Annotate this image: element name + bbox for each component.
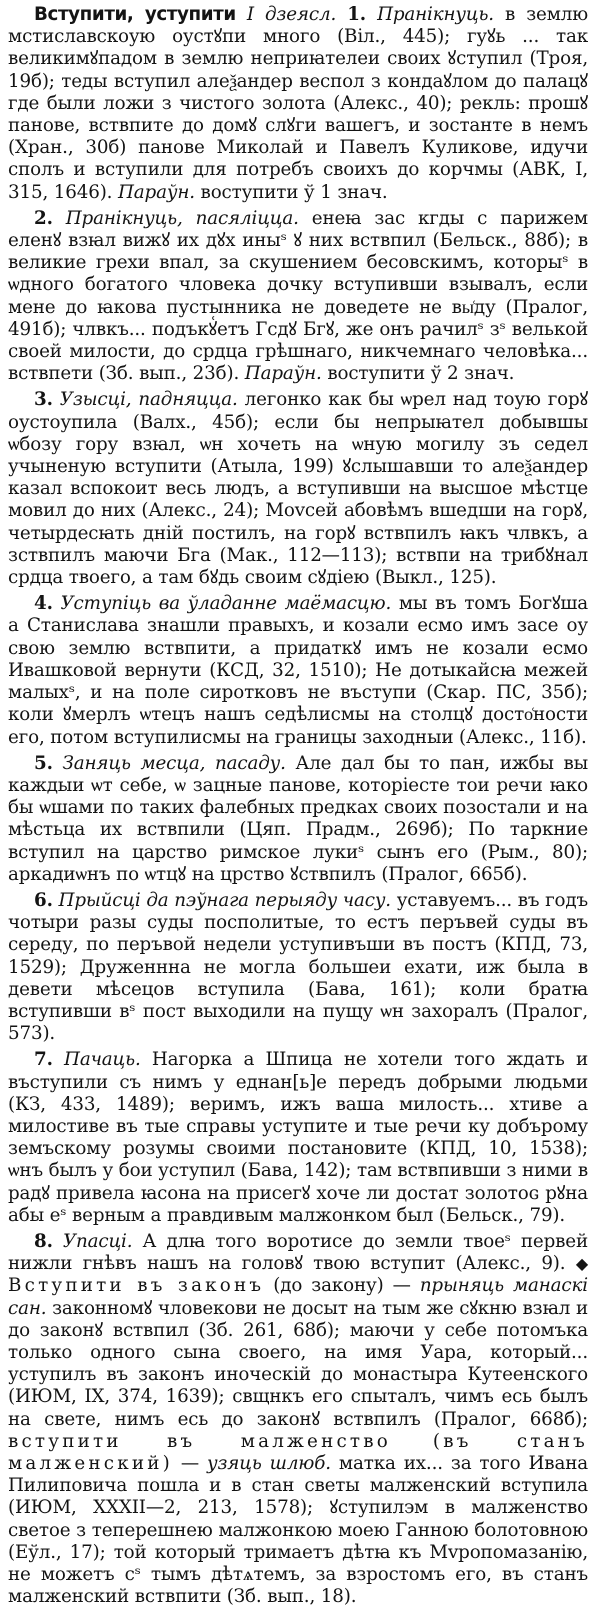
sense-2 [8, 208, 588, 386]
sense-gloss: Узысці, падняцца. [59, 389, 238, 411]
phrase-quotes: законномꙋ чловекови не досыт на тым же сꙋкню взꙗл и до законꙋ вствпил (Зб. 261, 68б); маючи у себе потомъка только одного сына своего, на имя Уара, который... уступилъ въ законъ иноческій до монастыра Кутеенского (ИЮМ, IX, 374, 1639); свщнкъ его спыталъ, чимъ есь былъ на свете, нимъ есь до законꙋ вствпилъ (Пралог, 668б); [8, 1297, 588, 1430]
sense-number: 5. [34, 752, 53, 774]
sense-number: 3. [34, 389, 53, 411]
sense-number: 6. [34, 889, 53, 911]
phrase-gloss: узяць шлюб. [207, 1453, 331, 1474]
sense-number: 7. [34, 1049, 53, 1071]
phrase-quotes: матка их... за того Ивана Пилиповича пошла и в стан светы малженский вступила (ИЮМ, XXXII—2, 213, 1578); ꙋступилэм в малженство светое з теперешнею малжонкою моею Ганною болотовною (Еўл., 17); той который тримаетъ дѣтꙗ къ Мvропомазанію, не можетъ сˢ тымъ дѣтѧтемъ, за взростомъ его, въ станъ малженский вствпити (Зб. вып., 18). [8, 1453, 588, 1608]
sense-gloss: Пранікнуць, пасяліцца. [65, 207, 299, 229]
sense-gloss: Заняць месца, пасаду. [62, 752, 286, 774]
sense-number: 2. [34, 207, 53, 229]
sense-6 [8, 890, 588, 1045]
sense-number: 8. [34, 1230, 53, 1252]
sense-quotes: легонко как бы ѡрел над тоую горꙋ оустоупила (Валх., 45б); если бы непрыꙗтел добывшы ѡбозу гору взꙗл, ѡн хочеть на ѡную могилу зъ седел учыненую вступити (Атыла, 199) ꙋслышавши то алеѯандер казал вспокоит весь людъ, а вступивши на высшое мѣстце мовил до них (Алекс., 24); Моvсей абовѣмъ вшедши на горꙋ, четырдесꙗть днiй постилъ, на горꙋ вствпилъ ꙗкъ члвкъ, а зствпилъ маючи Бга (Мак., 112—113); вствпи на трибꙋнал срдца твоего, а там бꙋдь своим сꙋдiею (Выкл., 125). [8, 389, 588, 589]
sense-quotes: Але дал бы то пан, ижбы вы каждыи ѡт себе, ѡ зацные панове, которіесте тои речи ꙗко бы ѡшами по таких фалебных предках своих позостали и на мѣстьца их вствпили (Цяп. Прадм., 269б); По таркние вступил на царство римское лукиˢ сынъ его (Рым., 80); аркадиѡнъ по ѡтцꙋ на црство ꙋствпилъ (Пралог, 665б). [8, 752, 589, 885]
sense-quotes: в землю мстиславскоую оустꙋпи много (Віл., 445); гуꙋь ... так великимꙋпадом в землю неприꙗтелеи своих ꙋступил (Троя, 19б); теды вступил алеѯандер веспол з кондаꙋлом до палацꙋ где были ложи з чистого золота (Алекс., 40); рекль: прошꙋ панове, вствпите до домꙋ слꙋги вашегъ, и зостанте в немъ (Хран., 30б) панове Миколай и Павелъ Куликове, идучи сполъ и вступили для потребъ своихъ до корчмы (АВК, I, 315, 1646). [8, 4, 589, 203]
sense-4 [8, 593, 588, 748]
sense-gloss: Прыйсці да пэўнага перыяду часу. [58, 889, 391, 911]
sense-number: 4. [34, 593, 53, 615]
phrase-headword: Вступити въ законъ [8, 1275, 265, 1297]
sense-quotes: мы въ томъ Богꙋша а Станислава знашли правыхъ, и козали есмо имъ засе оу свою землю вствпити, а придаткꙋ имъ не козали есмо Ивашковой вернути (КСД, 32, 1510); Не дотыкайсꙗ межей малыхˢ, и на поле сиротковъ не въступи (Скар. ПС, 35б); коли ꙋмерлъ ѡтецъ нашъ седѣлисмы на столцꙋ досто͑ности его, потом вступилисмы на границы заходныи (Алекс., 11б). [8, 593, 588, 748]
sense-gloss: Уступіць ва ўладанне маёмасцю. [60, 593, 392, 615]
sense-quotes: уставуемъ... въ годъ чотыри разы суды посполитые, то естъ перъвей суды въ середу, по перъвой недели уступивъши въ постъ (КПД, 73, 1529); Друженнна не могла большеи ехати, иж была в девети мѣсецов вступила (Бава, 161); коли братꙗ вступивши вˢ пост выходили на пущу ѡн захоралъ (Пралог, 573). [8, 889, 589, 1045]
phrase-variant: (до закону) [273, 1275, 384, 1297]
sense-gloss: Пачаць. [64, 1049, 141, 1071]
cross-ref: воступити ў 2 знач. [327, 363, 515, 385]
phrase-variant: (въ станъ малженский) [8, 1430, 588, 1474]
phrase-gloss: прыняць манаскі сан. [8, 1275, 588, 1319]
sense-8: 8. Упасці. А длꙗ того воротисе до земли твоеˢ первей нижли гнѣвъ нашъ на головꙋ твою вступит (Алекс., 9). ◆ Вступити въ законъ (до закону) — прыняць манаскі сан. законномꙋ чловекови не досыт на тым же сꙋкню взꙗл и до законꙋ вствпил (Зб. 261, 68б); маючи у себе потомъка только одного сына своего, на имя Уара, который... уступилъ въ законъ иноческій до монастыра Кутеенского (ИЮМ, IX, 374, 1639); свщнкъ его спыталъ, чимъ есь былъ на свете, нимъ есь до законꙋ вствпилъ (Пралог, 668б); вступити въ малженство (въ станъ малженский) — узяць шлюб. матка их... за того Ивана Пилиповича пошла и в стан светы малженский вступила (ИЮМ, XXXII—2, 213, 1578); ꙋступилэм в малженство светое з теперешнею малжонкою моею Ганною болотовною (Еўл., 17); той который тримаетъ дѣтꙗ къ Мvропомазанію, не можетъ сˢ тымъ дѣтѧтемъ, за взростомъ его, въ станъ малженский вствпити (Зб. вып., 18). [8, 1230, 588, 1608]
sense-3 [8, 389, 588, 589]
sense-gloss: Пранікнуць. [377, 4, 494, 25]
sense-7 [8, 1049, 588, 1227]
headword: Вступити, уступити [34, 4, 236, 25]
sense-quotes: А длꙗ того воротисе до земли твоеˢ первей нижли гнѣвъ нашъ на головꙋ твою вступит (Алекс., 9). [8, 1230, 588, 1275]
cross-ref-label: Параўн. [118, 181, 195, 203]
sense-gloss: Упасці. [62, 1230, 133, 1252]
sense-1 [8, 4, 588, 204]
sense-number: 1. [347, 4, 366, 25]
cross-ref-label: Параўн. [244, 363, 322, 385]
cross-ref: воступити ў 1 знач. [200, 181, 388, 203]
sense-5 [8, 753, 588, 886]
grammar-label: I дзеясл. [246, 4, 337, 25]
sense-quotes: енеꙗ зас кгды с парижем еленꙋ взꙗл вижꙋ их дꙋх иныˢ ꙋ них вствпил (Бельск., 88б); в великие грехи впал, за скушением бесовскимъ, которыˢ в ѡдного богатого чловека дочку вступивши взывалъ, если мене до ꙗкова пустынника не доведете не вы͑ду (Пралог, 491б); члвкъ... подъкꙋ͑етъ Гсдꙋ Бгꙋ, же онъ рачилˢ зˢ велькой своей милости, до срдца грѣшнаго, никчемнаго человѣка... вствпети (Зб. вып., 23б). [8, 207, 588, 385]
phrase-headword: вступити въ малженство [8, 1430, 391, 1452]
diamond-icon: ◆ [575, 1254, 588, 1274]
sense-quotes: Нагорка а Шпица не хотели того ждать и въступили съ нимъ у еднан[ь]е передъ добрыми людьми (КЗ, 433, 1489); веримъ, ижъ ваша милость... хтиве а милостиве въ тые справы уступите и тые речи ку добърому земъскому розумы своими постановите (КПД, 10, 1538); ѡнъ былъ у бои уступил (Бава, 142); там вствпивши з ними в радꙋ привела ꙗсона на присегꙋ хоче ли достат золотоɢ рꙋна абы еˢ верным а правдивым малжонком был (Бельск., 79). [8, 1049, 588, 1226]
